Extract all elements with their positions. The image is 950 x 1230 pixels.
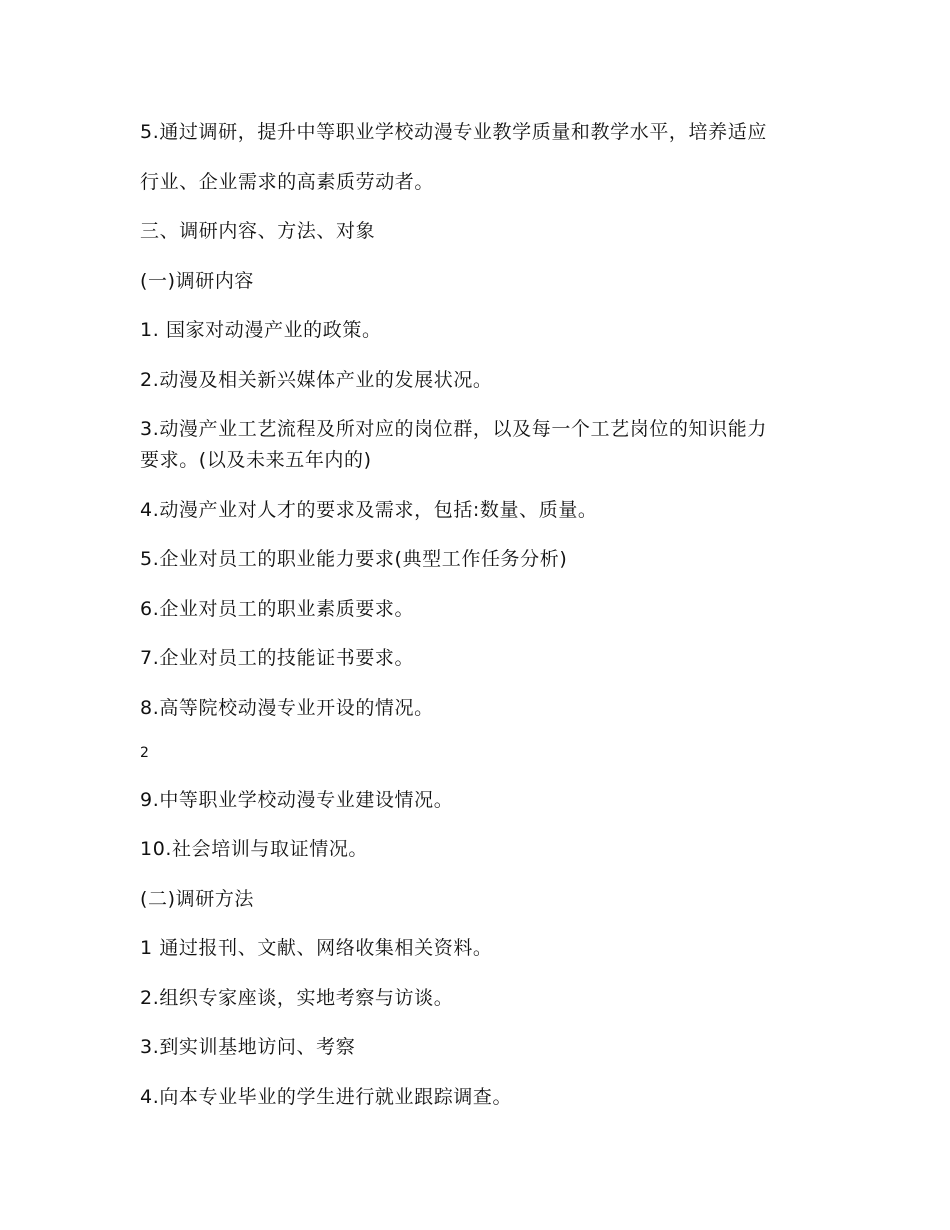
list-item: 5.企业对员工的职业能力要求(典型工作任务分析) xyxy=(140,548,568,570)
list-item: 7.企业对员工的技能证书要求。 xyxy=(140,647,415,669)
paragraph-line: 5.通过调研，提升中等职业学校动漫专业教学质量和教学水平，培养适应 xyxy=(140,121,767,143)
paragraph-line: 行业、企业需求的高素质劳动者。 xyxy=(140,171,435,193)
list-item-continuation: 要求。(以及未来五年内的) xyxy=(140,449,372,471)
subsection-heading: (一)调研内容 xyxy=(140,270,255,292)
list-item: 3.动漫产业工艺流程及所对应的岗位群，以及每一个工艺岗位的知识能力 xyxy=(140,418,767,440)
list-item: 8.高等院校动漫专业开设的情况。 xyxy=(140,697,434,719)
list-item: 1. 国家对动漫产业的政策。 xyxy=(140,319,382,341)
list-item: 10.社会培训与取证情况。 xyxy=(140,838,369,860)
list-item: 3.到实训基地访问、考察 xyxy=(140,1036,356,1058)
list-item: 6.企业对员工的职业素质要求。 xyxy=(140,598,415,620)
section-heading: 三、调研内容、方法、对象 xyxy=(140,220,376,242)
list-item: 2.动漫及相关新兴媒体产业的发展状况。 xyxy=(140,369,493,391)
list-item: 9.中等职业学校动漫专业建设情况。 xyxy=(140,789,454,811)
subsection-heading: (二)调研方法 xyxy=(140,888,255,910)
list-item: 4.向本专业毕业的学生进行就业跟踪调查。 xyxy=(140,1086,513,1108)
list-item: 1 通过报刊、文献、网络收集相关资料。 xyxy=(140,937,493,959)
list-item: 2.组织专家座谈，实地考察与访谈。 xyxy=(140,987,454,1009)
list-item: 4.动漫产业对人才的要求及需求，包括:数量、质量。 xyxy=(140,499,598,521)
page-number: 2 xyxy=(140,745,149,761)
